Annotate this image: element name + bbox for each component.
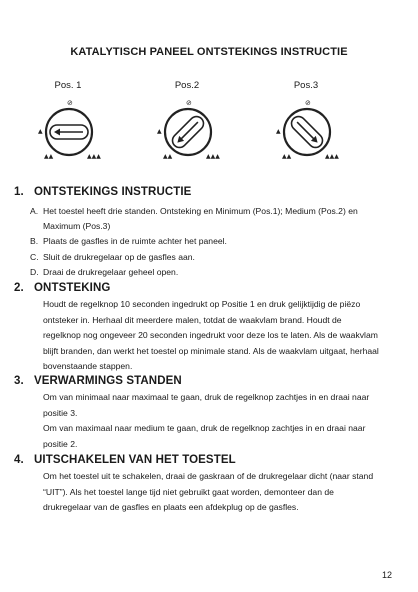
text-line: “UIT”). Als het toestel lange tijd niet gebruikt gaat worden, demonteer dan de	[43, 486, 334, 497]
medium-flame-icon: ▲▲	[282, 153, 292, 160]
list-text: Plaats de gasfles in de ruimte achter het paneel.	[43, 236, 227, 247]
text-line: bovenstaande stappen.	[43, 361, 133, 372]
large-flame-icon: ▲▲▲	[206, 153, 220, 160]
medium-flame-icon: ▲▲	[163, 153, 173, 160]
text-line: positie 2.	[43, 438, 78, 449]
flame-icon: ⊘	[186, 99, 192, 107]
knob-position-3-diagram	[271, 94, 345, 164]
knob-position-1-diagram	[33, 94, 107, 164]
position-label-2: Pos.2	[174, 80, 200, 91]
section-heading-3	[14, 375, 182, 387]
svg-text:▲▲▲: ▲▲▲	[87, 153, 101, 160]
flame-icon	[67, 99, 73, 107]
text-line: Om van minimaal naar maximaal te gaan, druk de regelknop zachtjes in en draai naar	[43, 392, 370, 402]
list-letter: A.	[30, 206, 39, 216]
section-title: ONTSTEKINGS INSTRUCTIE	[34, 186, 192, 198]
text-line: Om het toestel uit te schakelen, draai de gaskraan of de drukregelaar dicht (naar stand	[43, 471, 374, 481]
text-line: Om van maximaal naar medium te gaan, druk de regelknop zachtjes in en draai naar	[43, 423, 366, 434]
list-text: Draai de drukregelaar geheel open.	[43, 266, 179, 277]
list-letter: C.	[30, 251, 39, 262]
list-item	[30, 250, 390, 265]
svg-text:⊘: ⊘	[67, 99, 73, 107]
knob-position-2-diagram	[152, 94, 226, 164]
section-3-body	[43, 390, 392, 452]
section-1-list	[30, 204, 390, 280]
list-text: Het toestel heeft drie standen. Ontsteking en Minimum (Pos.1); Medium (Pos.2) en	[43, 206, 358, 216]
small-flame-icon	[38, 128, 43, 135]
section-title: ONTSTEKING	[34, 282, 111, 294]
page-title: KATALYTISCH PANEEL ONTSTEKINGS INSTRUCTIE	[70, 46, 348, 58]
section-heading-1	[14, 186, 191, 198]
text-line: positie 3.	[43, 407, 78, 418]
section-heading-4	[14, 454, 236, 466]
section-heading-2	[14, 282, 110, 294]
text-line: drukregelaar van de gasfles en plaats een afdekplug op de gasfles.	[43, 502, 299, 513]
list-item-continuation: Maximum (Pos.3)	[43, 221, 111, 232]
small-flame-icon: ▲	[157, 128, 162, 135]
list-text: Sluit de drukregelaar op de gasfles aan.	[43, 251, 195, 262]
list-item	[30, 265, 390, 280]
page-number: 12	[381, 570, 392, 580]
list-letter: D.	[30, 266, 39, 277]
small-flame-icon: ▲	[276, 128, 281, 135]
section-number: 1.	[14, 186, 24, 198]
text-line: regelknop nog ongeveer 20 seconden ingedrukt voor deze los te laten. Als de waakvlam	[43, 330, 378, 341]
section-4-body	[43, 469, 392, 516]
large-flame-icon: ▲▲▲	[325, 153, 339, 160]
flame-icon: ⊘	[305, 99, 311, 107]
svg-text:▲: ▲	[38, 128, 43, 135]
text-line: ontsteker in. Herhaal dit meerdere malen, totdat de waakvlam brand. Houdt de	[43, 314, 342, 325]
list-letter: B.	[30, 236, 39, 247]
svg-text:▲▲: ▲▲	[44, 153, 54, 160]
text-line: blijft branden, dan werkt het toestel op minimale stand. Als de waakvlam uitgaat, herhaal	[43, 345, 379, 356]
section-number: 3.	[14, 375, 24, 387]
position-label-1: Pos. 1	[54, 80, 82, 91]
section-title: UITSCHAKELEN VAN HET TOESTEL	[34, 454, 236, 466]
section-number: 2.	[14, 282, 24, 294]
section-2-body	[43, 297, 392, 375]
position-label-3: Pos.3	[293, 80, 319, 91]
text-line: Houdt de regelknop 10 seconden ingedrukt op Positie 1 en druk gelijktijdig de piëzo	[43, 299, 361, 309]
list-item	[30, 234, 390, 249]
list-item	[30, 204, 390, 219]
section-title: VERWARMINGS STANDEN	[34, 375, 182, 387]
section-number: 4.	[14, 454, 24, 466]
